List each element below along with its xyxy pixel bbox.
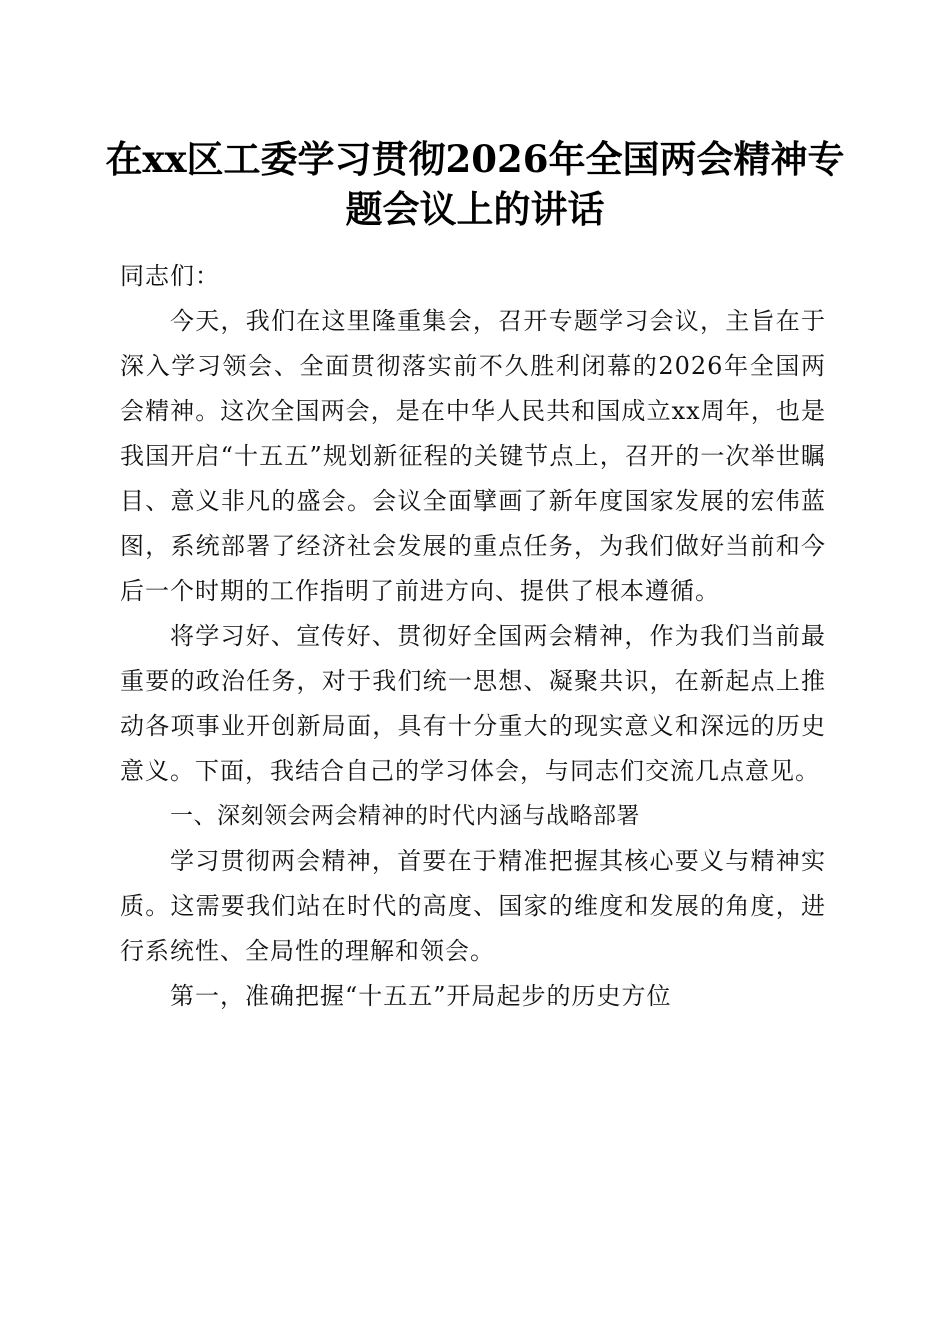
section-paragraph: 学习贯彻两会精神，首要在于精准把握其核心要义与精神实质。这需要我们站在时代的高度、国家的维度和发展的角度，进行系统性、全局性的理解和领会。 — [120, 847, 826, 965]
document-body — [120, 254, 826, 1019]
section-heading: 一、深刻领会两会精神的时代内涵与战略部署 — [170, 803, 640, 829]
subheading: 第一，准确把握“十五五”开局起步的历史方位 — [170, 982, 672, 1010]
paragraph-significance: 将学习好、宣传好、贯彻好全国两会精神，作为我们当前最重要的政治任务，对于我们统一思想、凝聚共识，在新起点上推动各项事业开创新局面，具有十分重大的现实意义和深远的历史意义。下面，我结合自己的学习体会，与同志们交流几点意见。 — [120, 622, 826, 785]
paragraph-intro: 今天，我们在这里隆重集会，召开专题学习会议，主旨在于深入学习领会、全面贯彻落实前不久胜利闭幕的2026年全国两会精神。这次全国两会，是在中华人民共和国成立xx周年，也是我国开启“十五五”规划新征程的关键节点上，召开的一次举世瞩目、意义非凡的盛会。会议全面擘画了新年度国家发展的宏伟蓝图，系统部署了经济社会发展的重点任务，为我们做好当前和今后一个时期的工作指明了前进方向、提供了根本遵循。 — [120, 307, 826, 605]
document-title: 在xx区工委学习贯彻2026年全国两会精神专题会议上的讲话 — [105, 137, 845, 231]
salutation: 同志们： — [120, 262, 220, 290]
